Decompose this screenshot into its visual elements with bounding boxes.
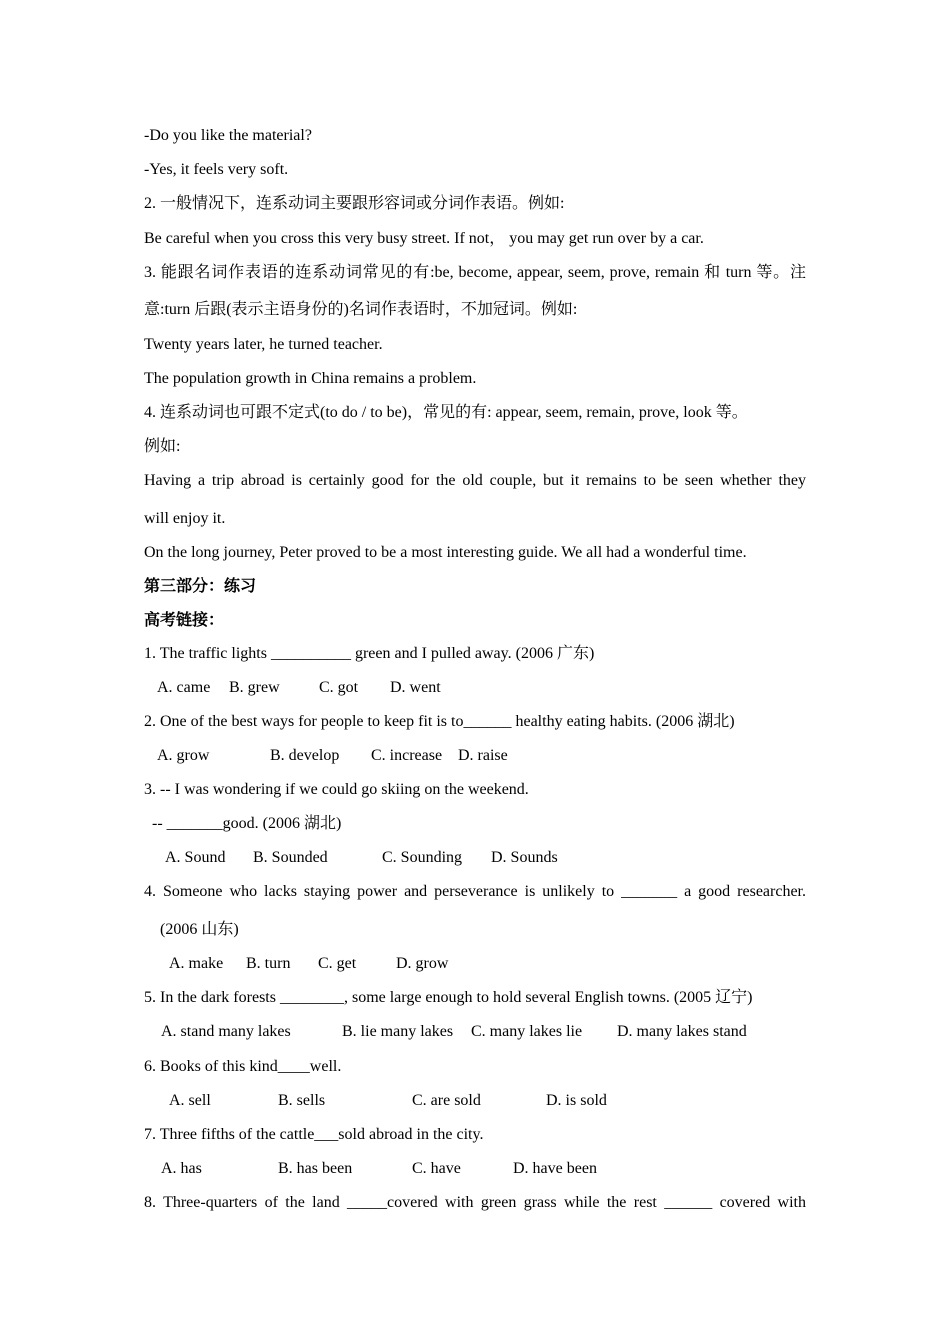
q6-option-a: A. sell [169, 1092, 211, 1109]
q2-option-a: A. grow [157, 747, 210, 764]
q4-option-b: B. turn [246, 955, 291, 972]
q6-option-c: C. are sold [412, 1092, 481, 1109]
q1-option-d: D. went [390, 679, 441, 696]
rule-3-line-1: 3. 能跟名词作表语的连系动词常见的有:be, become, appear, seem, prove, remain 和 turn 等。注 [144, 264, 806, 281]
dialogue-line-2: -Yes, it feels very soft. [144, 161, 289, 178]
q1-option-c: C. got [319, 679, 359, 696]
q5-option-a: A. stand many lakes [161, 1023, 291, 1040]
q7-option-c: C. have [412, 1160, 461, 1177]
example-sentence-line-2: will enjoy it. [144, 510, 226, 527]
q3-option-a: A. Sound [165, 849, 226, 866]
rule-3-line-2: 意:turn 后跟(表示主语身份的)名词作表语时，不加冠词。例如: [144, 301, 578, 318]
question-8-stem: 8. Three-quarters of the land _____covered with green grass while the rest ______ covered with [144, 1194, 806, 1211]
section-heading: 第三部分：练习 [144, 578, 257, 595]
q4-option-d: D. grow [396, 955, 449, 972]
question-3-stem-line-2: -- _______good. (2006 湖北) [152, 815, 342, 832]
question-2-stem: 2. One of the best ways for people to keep fit is to______ healthy eating habits. (2006 湖北) [144, 713, 735, 730]
question-4-stem-line-2: (2006 山东) [160, 921, 239, 938]
q4-option-c: C. get [318, 955, 357, 972]
dialogue-line-1: -Do you like the material? [144, 127, 312, 144]
q5-option-b: B. lie many lakes [342, 1023, 454, 1040]
example-label: 例如: [144, 438, 181, 455]
q5-option-d: D. many lakes stand [617, 1023, 747, 1040]
q3-option-c: C. Sounding [382, 849, 463, 866]
rule-2: 2. 一般情况下，连系动词主要跟形容词或分词作表语。例如: [144, 195, 565, 212]
q4-option-a: A. make [169, 955, 224, 972]
example-sentence: The population growth in China remains a problem. [144, 370, 477, 387]
question-3-stem: 3. -- I was wondering if we could go skiing on the weekend. [144, 781, 529, 798]
q7-option-b: B. has been [278, 1160, 353, 1177]
q3-option-b: B. Sounded [253, 849, 328, 866]
question-1-stem: 1. The traffic lights __________ green and I pulled away. (2006 广东) [144, 645, 595, 662]
q6-option-d: D. is sold [546, 1092, 607, 1109]
example-sentence-line-1: Having a trip abroad is certainly good for the old couple, but it remains to be seen whether they [144, 472, 806, 489]
q7-option-a: A. has [161, 1160, 202, 1177]
q1-option-a: A. came [157, 679, 211, 696]
q2-option-c: C. increase [371, 747, 443, 764]
example-sentence: Twenty years later, he turned teacher. [144, 336, 383, 353]
example-sentence: On the long journey, Peter proved to be a most interesting guide. We all had a wonderful time. [144, 544, 747, 561]
rule-4: 4. 连系动词也可跟不定式(to do / to be)，常见的有: appear, seem, remain, prove, look 等。 [144, 404, 748, 421]
question-4-stem: 4. Someone who lacks staying power and perseverance is unlikely to _______ a good researcher. [144, 883, 806, 900]
question-6-stem: 6. Books of this kind____well. [144, 1058, 342, 1075]
q2-option-d: D. raise [458, 747, 508, 764]
example-sentence: Be careful when you cross this very busy street. If not， you may get run over by a car. [144, 230, 704, 247]
question-5-stem: 5. In the dark forests ________, some large enough to hold several English towns. (2005 辽宁) [144, 989, 753, 1006]
q6-option-b: B. sells [278, 1092, 326, 1109]
q7-option-d: D. have been [513, 1160, 597, 1177]
q1-option-b: B. grew [229, 679, 280, 696]
sub-heading: 高考链接： [144, 612, 225, 629]
q2-option-b: B. develop [270, 747, 340, 764]
q3-option-d: D. Sounds [491, 849, 558, 866]
question-7-stem: 7. Three fifths of the cattle___sold abroad in the city. [144, 1126, 484, 1143]
q5-option-c: C. many lakes lie [471, 1023, 583, 1040]
